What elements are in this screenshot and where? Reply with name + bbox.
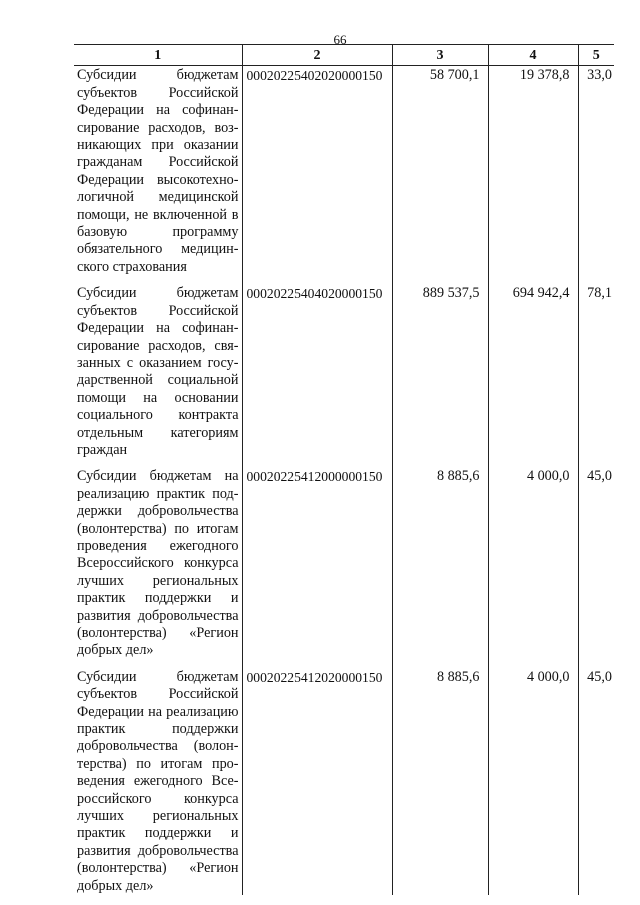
table-row	[74, 668, 614, 895]
column-header-4: 4	[488, 45, 578, 66]
row-code: 00020225402020000150	[242, 66, 392, 276]
column-header-5: 5	[578, 45, 614, 66]
row-name: Субсидии бюджетам на реализацию практик поддержки добровольчества (волонтерства) по итогам проведения ежегодного Всероссийского конкурса лучших региональных практик поддержки и развития добровольчества (волонтерства) «Регион добрых дел»	[74, 467, 242, 659]
row-plan-value: 889 537,5	[392, 284, 488, 459]
header-row	[74, 45, 614, 66]
table-row	[74, 284, 614, 459]
column-header-3: 3	[392, 45, 488, 66]
budget-table-container	[74, 44, 614, 895]
row-fact-value: 4 000,0	[488, 467, 578, 659]
table-row	[74, 66, 614, 276]
row-percent: 78,1	[587, 285, 612, 302]
row-percent: 45,0	[587, 468, 612, 485]
row-fact-value: 4 000,0	[488, 668, 578, 895]
row-plan-value: 58 700,1	[392, 66, 488, 276]
row-name: Субсидии бюджетам субъектов Российской Федерации на софинансирование расходов, связанных с оказанием государственной социальной помощи на основании социального контракта отдельным категориям граждан	[74, 284, 242, 459]
row-code: 00020225412020000150	[242, 668, 392, 895]
row-code: 00020225412000000150	[242, 467, 392, 659]
row-plan-value: 8 885,6	[392, 668, 488, 895]
row-percent: 45,0	[587, 668, 612, 685]
row-plan-value: 8 885,6	[392, 467, 488, 659]
budget-table	[74, 44, 614, 895]
row-fact-value: 19 378,8	[488, 66, 578, 276]
column-header-1: 1	[74, 45, 242, 66]
page-number: 66	[333, 32, 347, 47]
table-row	[74, 467, 614, 659]
column-header-2: 2	[242, 45, 392, 66]
row-name: Субсидии бюджетам субъектов Российской Федерации на софинансирование расходов, возникающих при оказании гражданам Российской Федерации высокотехнологичной медицинской помощи, не включенной в базовую программу обязательного медицинского страхования	[74, 66, 242, 276]
row-fact-value: 694 942,4	[488, 284, 578, 459]
row-code: 00020225404020000150	[242, 284, 392, 459]
row-percent: 33,0	[587, 67, 612, 84]
row-name: Субсидии бюджетам субъектов Российской Федерации на реализацию практик поддержки добровольчества (волонтерства) по итогам проведения ежегодного Всероссийского конкурса лучших региональных практик поддержки и развития добровольчества (волонтерства) «Регион добрых дел»	[74, 668, 242, 895]
